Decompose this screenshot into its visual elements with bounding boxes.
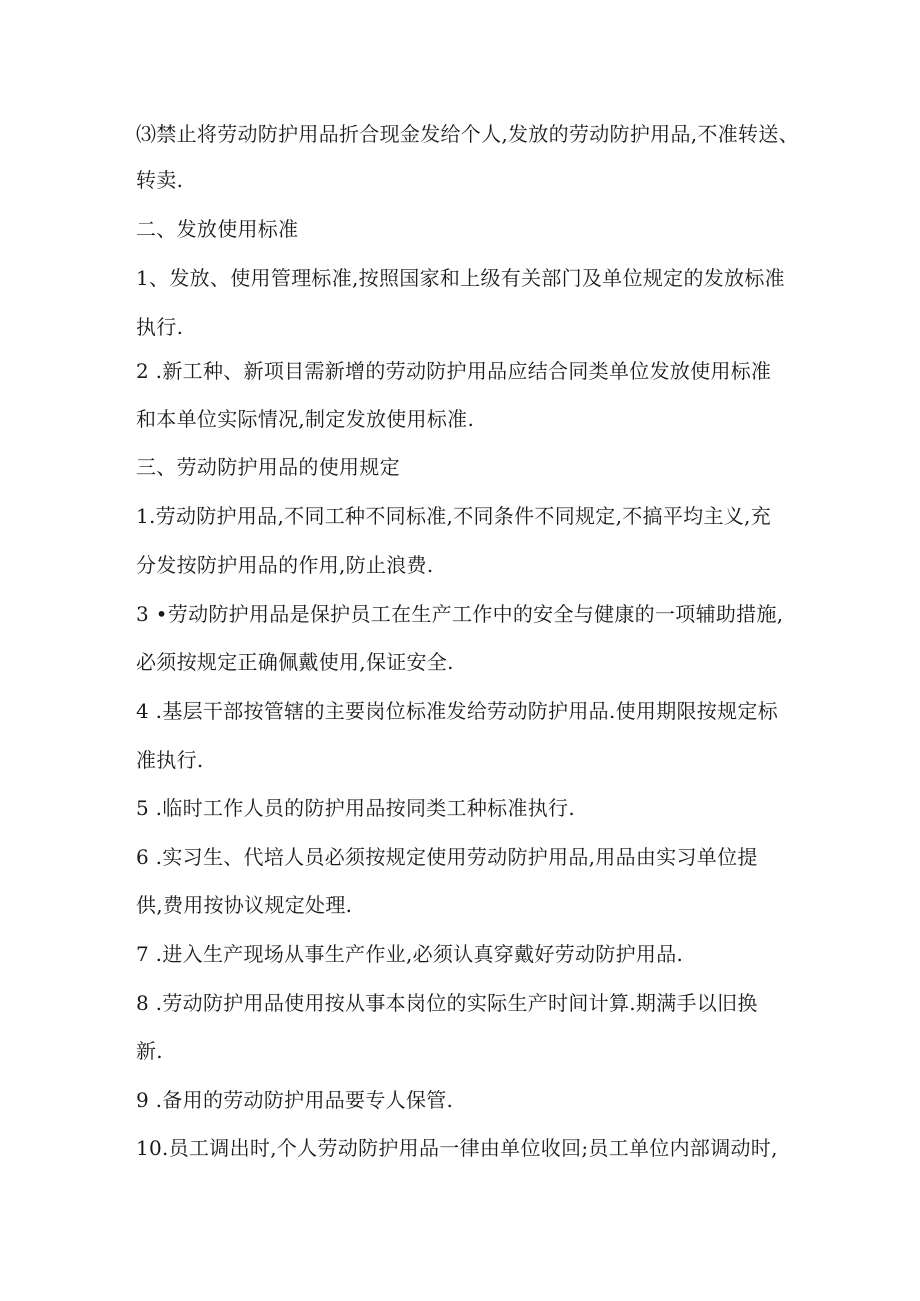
text-line-13: 4 .基层干部按管辖的主要岗位标准发给劳动防护用品.使用期限按规定标 xyxy=(136,699,778,723)
text-line-19: 8 .劳动防护用品使用按从事本岗位的实际生产时间计算.期满手以旧换 xyxy=(136,991,758,1015)
text-line-10: 分发按防护用品的作用,防止浪费. xyxy=(136,553,434,577)
text-line-5: 执行. xyxy=(136,315,184,339)
text-line-20: 新. xyxy=(136,1039,163,1063)
section-heading-2: 二、发放使用标准 xyxy=(136,217,299,241)
text-line-14: 准执行. xyxy=(136,748,204,772)
text-line-4: 1、发放、使用管理标准,按照国家和上级有关部门及单位规定的发放标准 xyxy=(136,266,785,290)
section-heading-3: 三、劳动防护用品的使用规定 xyxy=(136,455,400,479)
text-line-6: 2 .新工种、新项目需新增的劳动防护用品应结合同类单位发放使用标准 xyxy=(136,359,772,383)
text-line-18: 7 .进入生产现场从事生产作业,必须认真穿戴好劳动防护用品. xyxy=(136,942,684,966)
text-line-12: 必须按规定正确佩戴使用,保证安全. xyxy=(136,650,454,674)
text-line-17: 供,费用按协议规定处理. xyxy=(136,893,353,917)
text-line-2: 转卖. xyxy=(136,168,184,192)
text-line-21: 9 .备用的劳动防护用品要专人保管. xyxy=(136,1088,454,1112)
text-line-9: 1.劳动防护用品,不同工种不同标准,不同条件不同规定,不搞平均主义,充 xyxy=(136,504,772,528)
text-line-16: 6 .实习生、代培人员必须按规定使用劳动防护用品,用品由实习单位提 xyxy=(136,845,758,869)
text-line-1: ⑶禁止将劳动防护用品折合现金发给个人,发放的劳动防护用品,不准转送、 xyxy=(136,122,799,146)
text-line-7: 和本单位实际情况,制定发放使用标准. xyxy=(136,407,475,431)
text-line-11: 3 •劳动防护用品是保护员工在生产工作中的安全与健康的一项辅助措施, xyxy=(136,602,784,626)
text-line-15: 5 .临时工作人员的防护用品按同类工种标准执行. xyxy=(136,796,575,820)
text-line-22: 10.员工调出时,个人劳动防护用品一律由单位收回;员工单位内部调动时, xyxy=(136,1136,778,1160)
